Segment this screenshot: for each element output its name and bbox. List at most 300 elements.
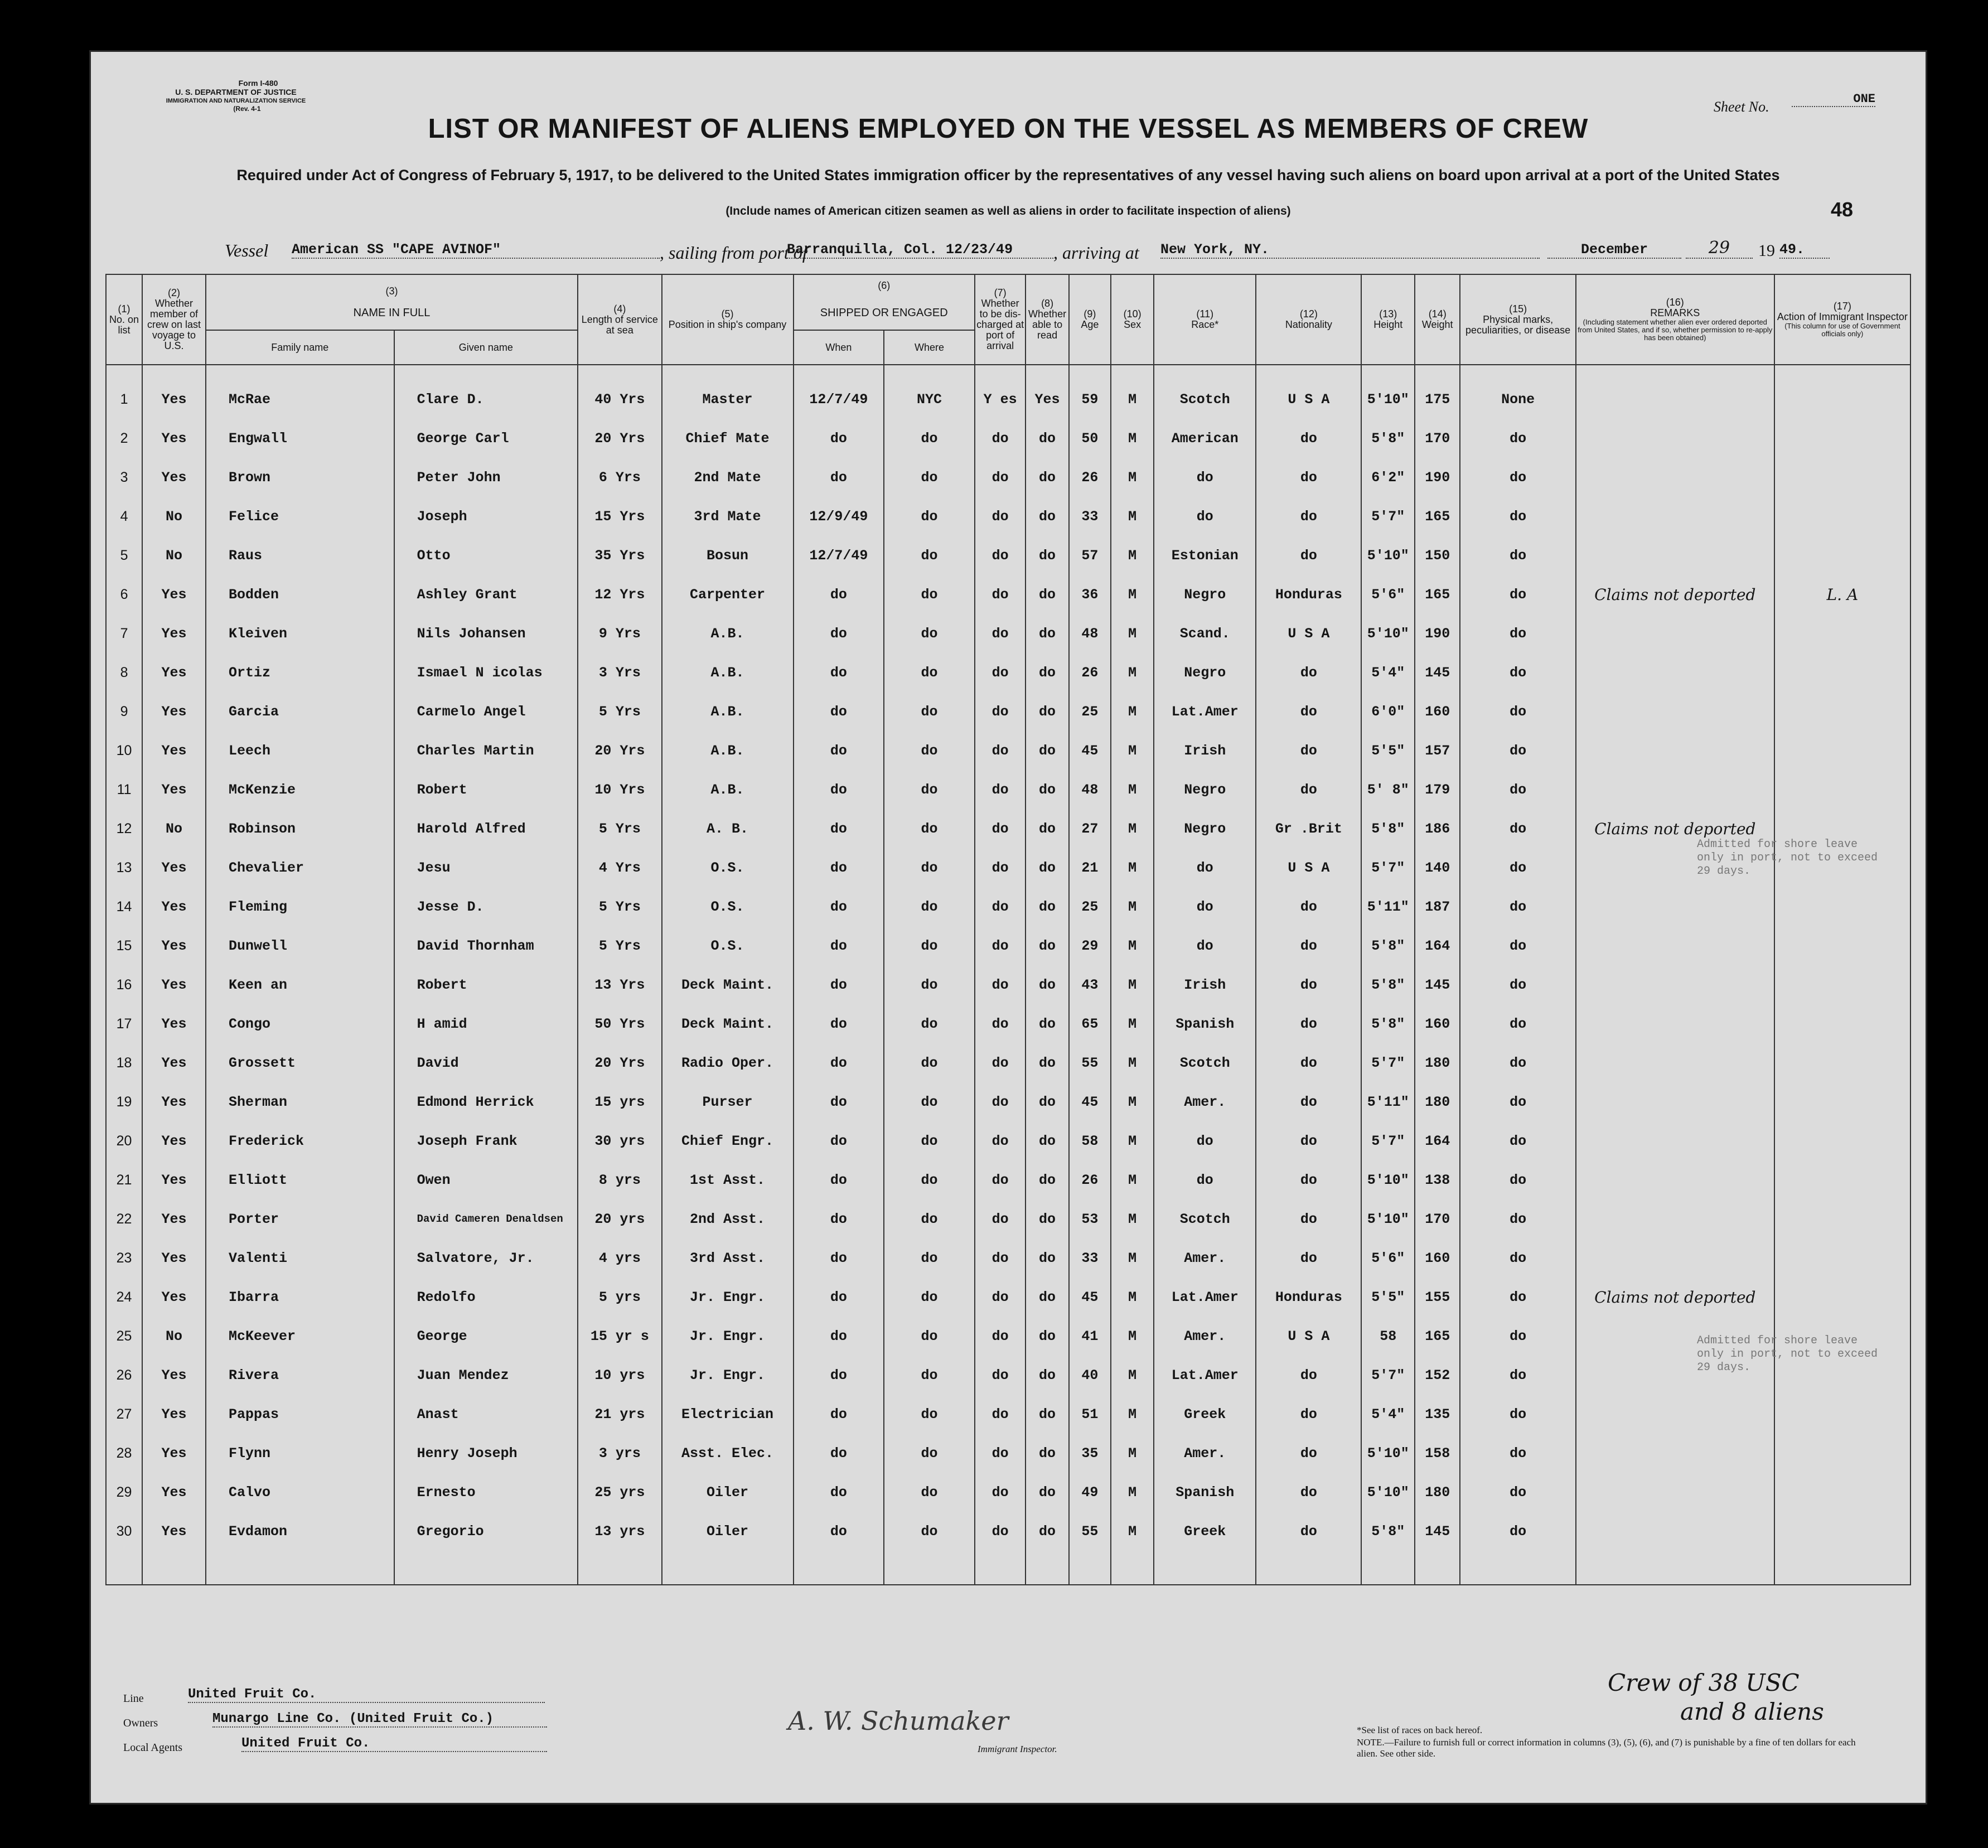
height-cell: 5'7" (1361, 497, 1415, 536)
race-cell: Estonian (1154, 536, 1256, 575)
row-number-cell: 5 (106, 536, 142, 575)
col-read-label: Whether able to read (1028, 308, 1067, 341)
nationality-cell: do (1256, 1473, 1361, 1512)
shipped-when-cell: do (794, 809, 884, 848)
last-voyage-cell: Yes (142, 1043, 206, 1082)
remarks-cell (1576, 1239, 1774, 1278)
spacer-cell (1111, 365, 1154, 380)
col-sex-header (1111, 274, 1154, 365)
given-name-cell: Robert (394, 965, 578, 1004)
col-action-note: (This column for use of Government officials only) (1784, 322, 1900, 338)
row-number-cell: 17 (106, 1004, 142, 1043)
remarks-cell (1576, 614, 1774, 653)
col-name-tag: (3) (385, 286, 398, 297)
nationality-cell: do (1256, 1004, 1361, 1043)
sex-cell: M (1111, 1512, 1154, 1551)
race-cell: do (1154, 497, 1256, 536)
age-cell: 65 (1069, 1004, 1111, 1043)
arrival-month: December (1547, 241, 1681, 259)
col-race-label: Race* (1191, 319, 1219, 330)
spacer-cell (206, 365, 394, 380)
service-length-cell: 13 yrs (578, 1512, 662, 1551)
col-action-tag: (17) (1833, 301, 1851, 312)
remarks-cell (1576, 536, 1774, 575)
service-length-cell: 20 Yrs (578, 419, 662, 458)
race-cell: Negro (1154, 809, 1256, 848)
family-name-cell: Ortiz (206, 653, 394, 692)
row-number-cell: 19 (106, 1082, 142, 1121)
physical-marks-cell: do (1460, 536, 1575, 575)
service-length-cell: 5 yrs (578, 1278, 662, 1317)
weight-cell: 145 (1415, 653, 1460, 692)
last-voyage-cell: Yes (142, 965, 206, 1004)
given-name-cell: Clare D. (394, 380, 578, 419)
height-cell: 5'10" (1361, 1434, 1415, 1473)
nationality-cell: do (1256, 1395, 1361, 1434)
given-name-cell: Ashley Grant (394, 575, 578, 614)
able-to-read-cell: Yes (1026, 380, 1068, 419)
shipped-when-cell: do (794, 1317, 884, 1356)
shipped-when-cell: do (794, 965, 884, 1004)
table-row (106, 614, 1910, 653)
able-to-read-cell: do (1026, 1004, 1068, 1043)
shipped-when-cell: do (794, 926, 884, 965)
arrival-day: 29 (1686, 238, 1753, 259)
inspector-action-cell (1774, 731, 1910, 770)
sex-cell: M (1111, 614, 1154, 653)
position-cell: 1st Asst. (662, 1160, 794, 1199)
position-cell: Oiler (662, 1512, 794, 1551)
spacer-cell (1460, 1551, 1575, 1585)
position-cell: Master (662, 380, 794, 419)
height-cell: 5'8" (1361, 419, 1415, 458)
nationality-cell: do (1256, 1199, 1361, 1239)
col-last-voyage-header (142, 274, 206, 365)
col-shipped-tag: (6) (878, 280, 891, 291)
nationality-cell: do (1256, 1160, 1361, 1199)
shipped-when-cell: do (794, 614, 884, 653)
discharged-cell: do (975, 1004, 1026, 1043)
col-weight-label: Weight (1421, 319, 1453, 330)
age-cell: 25 (1069, 887, 1111, 926)
shipped-where-cell: do (884, 653, 975, 692)
row-number-cell: 30 (106, 1512, 142, 1551)
family-name-cell: McRae (206, 380, 394, 419)
given-name-cell: Gregorio (394, 1512, 578, 1551)
height-cell: 5'8" (1361, 926, 1415, 965)
height-cell: 5'10" (1361, 1160, 1415, 1199)
agents-label: Local Agents (123, 1741, 183, 1754)
physical-marks-cell: do (1460, 692, 1575, 731)
nationality-cell: do (1256, 887, 1361, 926)
spacer-cell (975, 365, 1026, 380)
remarks-cell (1576, 1160, 1774, 1199)
service-length-cell: 6 Yrs (578, 458, 662, 497)
family-name-cell: Kleiven (206, 614, 394, 653)
age-cell: 21 (1069, 848, 1111, 887)
spacer-cell (662, 365, 794, 380)
weight-cell: 180 (1415, 1473, 1460, 1512)
inspector-action-cell (1774, 1121, 1910, 1160)
given-name-cell: George (394, 1317, 578, 1356)
age-cell: 33 (1069, 497, 1111, 536)
last-voyage-cell: No (142, 497, 206, 536)
family-name-cell: Valenti (206, 1239, 394, 1278)
able-to-read-cell: do (1026, 1395, 1068, 1434)
last-voyage-cell: Yes (142, 1121, 206, 1160)
row-number-cell: 18 (106, 1043, 142, 1082)
remarks-cell (1576, 458, 1774, 497)
age-cell: 48 (1069, 614, 1111, 653)
penalty-note: NOTE.—Failure to furnish full or correct information in columns (3), (5), (6), and (7) is punishable by a fine of ten dollars for each alien. See other side. (1357, 1737, 1856, 1759)
service-length-cell: 9 Yrs (578, 614, 662, 653)
discharged-cell: do (975, 497, 1026, 536)
weight-cell: 158 (1415, 1434, 1460, 1473)
weight-cell: 165 (1415, 1317, 1460, 1356)
physical-marks-cell: do (1460, 458, 1575, 497)
family-name-cell: Pappas (206, 1395, 394, 1434)
inspector-action-cell (1774, 965, 1910, 1004)
given-name-cell: Redolfo (394, 1278, 578, 1317)
service-length-cell: 5 Yrs (578, 887, 662, 926)
physical-marks-cell: do (1460, 614, 1575, 653)
weight-cell: 180 (1415, 1043, 1460, 1082)
shipped-where-cell: do (884, 1043, 975, 1082)
nationality-cell: do (1256, 536, 1361, 575)
inspector-action-cell (1774, 536, 1910, 575)
last-voyage-cell: No (142, 809, 206, 848)
col-read-header (1026, 274, 1068, 365)
last-voyage-cell: Yes (142, 692, 206, 731)
inspector-action-cell: L. A (1774, 575, 1910, 614)
service-length-cell: 50 Yrs (578, 1004, 662, 1043)
remarks-cell (1576, 1004, 1774, 1043)
discharged-cell: do (975, 1317, 1026, 1356)
table-row (106, 1121, 1910, 1160)
sex-cell: M (1111, 1317, 1154, 1356)
shipped-when-cell: do (794, 1473, 884, 1512)
manifest-subtitle: Required under Act of Congress of February 5, 1917, to be delivered to the United States immigration officer by the representatives of any vessel having such aliens on board upon arrival at a port of the United States (236, 167, 1780, 183)
shipped-where-cell: do (884, 1473, 975, 1512)
remarks-cell (1576, 1043, 1774, 1082)
physical-marks-cell: do (1460, 887, 1575, 926)
discharged-cell: do (975, 692, 1026, 731)
position-cell: O.S. (662, 848, 794, 887)
age-cell: 51 (1069, 1395, 1111, 1434)
service-name: IMMIGRATION AND NATURALIZATION SERVICE (166, 98, 306, 104)
service-length-cell: 12 Yrs (578, 575, 662, 614)
position-cell: A.B. (662, 653, 794, 692)
discharged-cell: do (975, 926, 1026, 965)
manifest-sheet (89, 50, 1927, 1805)
col-last-voyage-label: Whether member of crew on last voyage to U.S. (147, 298, 201, 351)
able-to-read-cell: do (1026, 1317, 1068, 1356)
last-voyage-cell: Yes (142, 1004, 206, 1043)
discharged-cell: do (975, 1512, 1026, 1551)
shipped-when-cell: do (794, 575, 884, 614)
able-to-read-cell: do (1026, 1121, 1068, 1160)
physical-marks-cell: do (1460, 1278, 1575, 1317)
able-to-read-cell: do (1026, 848, 1068, 887)
spacer-cell (794, 1551, 884, 1585)
shipped-when-cell: do (794, 1082, 884, 1121)
shipped-when-cell: 12/7/49 (794, 536, 884, 575)
shore-leave-stamp: Admitted for shore leave only in port, not to exceed 29 days. (1697, 1334, 1878, 1374)
nationality-cell: U S A (1256, 380, 1361, 419)
last-voyage-cell: Yes (142, 848, 206, 887)
weight-cell: 186 (1415, 809, 1460, 848)
agents-value: United Fruit Co. (241, 1736, 547, 1752)
height-cell: 5'10" (1361, 1199, 1415, 1239)
given-name-cell: Robert (394, 770, 578, 809)
family-name-cell: Raus (206, 536, 394, 575)
arrival-year-prefix: 19 (1758, 241, 1775, 260)
nationality-cell: do (1256, 1082, 1361, 1121)
row-number-cell: 25 (106, 1317, 142, 1356)
physical-marks-cell: do (1460, 497, 1575, 536)
able-to-read-cell: do (1026, 419, 1068, 458)
spacer-cell (1154, 365, 1256, 380)
inspector-action-cell (1774, 1082, 1910, 1121)
shipped-when-cell: do (794, 1356, 884, 1395)
spacer-cell (884, 1551, 975, 1585)
col-age-tag: (9) (1084, 308, 1096, 320)
given-name-cell: Owen (394, 1160, 578, 1199)
shipped-where-cell: do (884, 1082, 975, 1121)
family-name-cell: Elliott (206, 1160, 394, 1199)
table-row (106, 1082, 1910, 1121)
remarks-cell (1576, 965, 1774, 1004)
shipped-when-cell: do (794, 1434, 884, 1473)
discharged-cell: do (975, 614, 1026, 653)
given-name-cell: Harold Alfred (394, 809, 578, 848)
service-length-cell: 13 Yrs (578, 965, 662, 1004)
position-cell: A. B. (662, 809, 794, 848)
family-name-cell: Keen an (206, 965, 394, 1004)
table-row (106, 497, 1910, 536)
remarks-cell: Claims not deported (1576, 575, 1774, 614)
race-cell: Scotch (1154, 1199, 1256, 1239)
weight-cell: 187 (1415, 887, 1460, 926)
spacer-row (106, 1551, 1910, 1585)
height-cell: 5'10" (1361, 614, 1415, 653)
shipped-when-cell: do (794, 1239, 884, 1278)
discharged-cell: do (975, 770, 1026, 809)
spacer-cell (1460, 365, 1575, 380)
shipped-where-cell: do (884, 965, 975, 1004)
family-name-cell: Grossett (206, 1043, 394, 1082)
last-voyage-cell: Yes (142, 458, 206, 497)
last-voyage-cell: Yes (142, 419, 206, 458)
race-cell: Amer. (1154, 1434, 1256, 1473)
service-length-cell: 10 Yrs (578, 770, 662, 809)
physical-marks-cell: do (1460, 1434, 1575, 1473)
col-age-label: Age (1081, 319, 1099, 330)
spacer-cell (1576, 1551, 1774, 1585)
weight-cell: 160 (1415, 1004, 1460, 1043)
shipped-when-cell: do (794, 1043, 884, 1082)
shipped-where-cell: do (884, 926, 975, 965)
nationality-cell: do (1256, 770, 1361, 809)
discharged-cell: do (975, 1082, 1026, 1121)
discharged-cell: do (975, 458, 1026, 497)
col-service-label: Length of service at sea (581, 313, 658, 336)
remarks-cell: Claims not deported (1576, 1278, 1774, 1317)
given-name-cell: H amid (394, 1004, 578, 1043)
family-name-cell: Evdamon (206, 1512, 394, 1551)
service-length-cell: 4 yrs (578, 1239, 662, 1278)
race-cell: Scand. (1154, 614, 1256, 653)
physical-marks-cell: do (1460, 965, 1575, 1004)
inspector-signature: A. W. Schumaker (788, 1706, 1009, 1736)
physical-marks-cell: do (1460, 1160, 1575, 1199)
family-name-cell: Fleming (206, 887, 394, 926)
height-cell: 5'10" (1361, 1473, 1415, 1512)
nationality-cell: do (1256, 1434, 1361, 1473)
sex-cell: M (1111, 926, 1154, 965)
spacer-cell (578, 365, 662, 380)
inspector-label: Immigrant Inspector. (978, 1744, 1057, 1754)
col-name-label: NAME IN FULL (353, 307, 431, 319)
remarks-cell (1576, 1199, 1774, 1239)
table-row (106, 653, 1910, 692)
col-service-header (578, 274, 662, 365)
sex-cell: M (1111, 770, 1154, 809)
able-to-read-cell: do (1026, 926, 1068, 965)
able-to-read-cell: do (1026, 692, 1068, 731)
inspector-action-cell (1774, 614, 1910, 653)
discharged-cell: do (975, 1239, 1026, 1278)
shipped-where-cell: do (884, 848, 975, 887)
age-cell: 45 (1069, 731, 1111, 770)
nationality-cell: U S A (1256, 614, 1361, 653)
col-number-label: No. on list (109, 313, 139, 336)
include-note: (Include names of American citizen seamen as well as aliens in order to facilitate inspection of aliens) (725, 205, 1291, 217)
family-name-cell: Congo (206, 1004, 394, 1043)
inspector-action-cell (1774, 1199, 1910, 1239)
nationality-cell: U S A (1256, 1317, 1361, 1356)
family-name-cell: McKenzie (206, 770, 394, 809)
race-cell: Irish (1154, 731, 1256, 770)
nationality-cell: do (1256, 692, 1361, 731)
service-length-cell: 4 Yrs (578, 848, 662, 887)
weight-cell: 165 (1415, 575, 1460, 614)
height-cell: 58 (1361, 1317, 1415, 1356)
height-cell: 5'7" (1361, 848, 1415, 887)
race-cell: Negro (1154, 770, 1256, 809)
remarks-cell (1576, 1121, 1774, 1160)
shipped-when-cell: do (794, 692, 884, 731)
spacer-cell (884, 365, 975, 380)
weight-cell: 170 (1415, 1199, 1460, 1239)
able-to-read-cell: do (1026, 1278, 1068, 1317)
service-length-cell: 35 Yrs (578, 536, 662, 575)
last-voyage-cell: No (142, 536, 206, 575)
age-cell: 27 (1069, 809, 1111, 848)
owners-value: Munargo Line Co. (United Fruit Co.) (212, 1711, 547, 1728)
family-name-cell: Engwall (206, 419, 394, 458)
page-number: 48 (1831, 198, 1854, 221)
height-cell: 5'6" (1361, 575, 1415, 614)
remarks-cell (1576, 926, 1774, 965)
spacer-cell (1026, 1551, 1068, 1585)
age-cell: 55 (1069, 1043, 1111, 1082)
table-row (106, 731, 1910, 770)
line-label: Line (123, 1692, 144, 1705)
height-cell: 5'8" (1361, 1004, 1415, 1043)
inspector-action-cell (1774, 1512, 1910, 1551)
remarks-cell (1576, 692, 1774, 731)
spacer-cell (578, 1551, 662, 1585)
height-cell: 5'8" (1361, 1512, 1415, 1551)
row-number-cell: 3 (106, 458, 142, 497)
col-position-label: Position in ship's company (668, 319, 787, 330)
able-to-read-cell: do (1026, 731, 1068, 770)
shipped-when-cell: do (794, 848, 884, 887)
sex-cell: M (1111, 809, 1154, 848)
race-cell: do (1154, 458, 1256, 497)
race-cell: do (1154, 1160, 1256, 1199)
inspector-action-cell (1774, 1160, 1910, 1199)
sex-cell: M (1111, 1082, 1154, 1121)
remarks-cell (1576, 1434, 1774, 1473)
sex-cell: M (1111, 536, 1154, 575)
table-row (106, 1278, 1910, 1317)
sex-cell: M (1111, 1121, 1154, 1160)
weight-cell: 157 (1415, 731, 1460, 770)
remarks-cell (1576, 653, 1774, 692)
discharged-cell: do (975, 536, 1026, 575)
race-cell: Amer. (1154, 1317, 1256, 1356)
discharged-cell: do (975, 731, 1026, 770)
nationality-cell: do (1256, 926, 1361, 965)
shipped-when-cell: do (794, 887, 884, 926)
sailing-label: , sailing from port of (660, 243, 807, 263)
family-name-cell: Frederick (206, 1121, 394, 1160)
row-number-cell: 13 (106, 848, 142, 887)
last-voyage-cell: Yes (142, 770, 206, 809)
col-name-header (206, 274, 578, 330)
shipped-where-cell: do (884, 731, 975, 770)
height-cell: 5'6" (1361, 1239, 1415, 1278)
sex-cell: M (1111, 731, 1154, 770)
nationality-cell: do (1256, 731, 1361, 770)
last-voyage-cell: Yes (142, 887, 206, 926)
col-discharged-header (975, 274, 1026, 365)
row-number-cell: 24 (106, 1278, 142, 1317)
family-name-cell: Flynn (206, 1434, 394, 1473)
physical-marks-cell: do (1460, 1199, 1575, 1239)
nationality-cell: do (1256, 1121, 1361, 1160)
weight-cell: 175 (1415, 380, 1460, 419)
age-cell: 35 (1069, 1434, 1111, 1473)
race-cell: Lat.Amer (1154, 1356, 1256, 1395)
vessel-name: American SS "CAPE AVINOF" (292, 241, 660, 259)
race-cell: Negro (1154, 653, 1256, 692)
race-cell: Amer. (1154, 1239, 1256, 1278)
given-name-cell: Peter John (394, 458, 578, 497)
inspector-action-cell (1774, 887, 1910, 926)
shipped-where-cell: do (884, 1004, 975, 1043)
service-length-cell: 21 yrs (578, 1395, 662, 1434)
row-number-cell: 8 (106, 653, 142, 692)
table-row (106, 458, 1910, 497)
age-cell: 26 (1069, 653, 1111, 692)
height-cell: 5'10" (1361, 380, 1415, 419)
able-to-read-cell: do (1026, 1199, 1068, 1239)
discharged-cell: do (975, 1473, 1026, 1512)
shipped-when-cell: do (794, 458, 884, 497)
